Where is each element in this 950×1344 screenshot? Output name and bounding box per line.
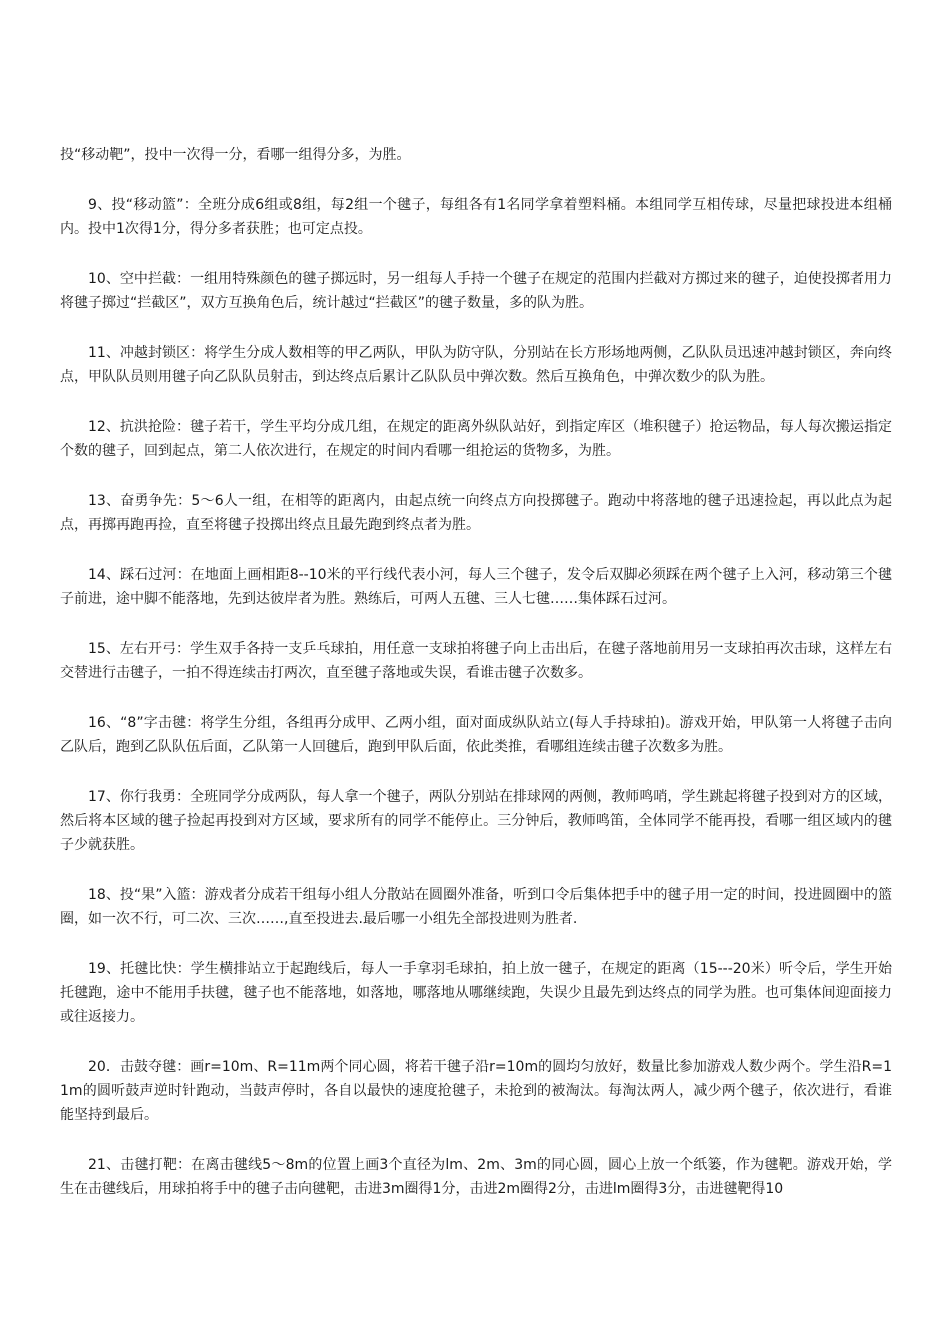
- paragraph-game-18: 18、投“果”入篮：游戏者分成若干组每小组人分散站在圆圈外准备，听到口令后集体把手中的毽子用一定的时间，投进圆圈中的篮圈，如一次不行，可二次、三次……,直至投进去.最后哪一小组先全部投进则为胜者.: [60, 887, 892, 927]
- paragraph-game-21: 21、击毽打靶：在离击毽线5～8m的位置上画3个直径为lm、2m、3m的同心圆，圆心上放一个纸篓，作为毽靶。游戏开始，学生在击毽线后，用球拍将手中的毽子击向毽靶，击进3m圈得1分，击进2m圈得2分，击进lm圈得3分，击进毽靶得10: [60, 1157, 892, 1197]
- paragraph-game-20: 20．击鼓夺毽：画r=10m、R=11m两个同心圆，将若干毽子沿r=10m的圆均匀放好，数量比参加游戏人数少两个。学生沿R=11m的圆听鼓声逆时针跑动，当鼓声停时，各自以最快的速度抢毽子，未抢到的被淘汰。每淘汰两人，减少两个毽子，依次进行，看谁能坚持到最后。: [60, 1059, 892, 1123]
- paragraph-game-12: 12、抗洪抢险：毽子若干，学生平均分成几组，在规定的距离外纵队站好，到指定库区（堆积毽子）抢运物品，每人每次搬运指定个数的毽子，回到起点，第二人依次进行，在规定的时间内看哪一组抢运的货物多，为胜。: [60, 419, 892, 459]
- document-page: [60, 143, 892, 1227]
- paragraph-game-14: 14、踩石过河：在地面上画相距8--10米的平行线代表小河，每人三个毽子，发令后双脚必须踩在两个毽子上入河，移动第三个毽子前进，途中脚不能落地，先到达彼岸者为胜。熟练后，可两人五毽、三人七毽……集体踩石过河。: [60, 567, 892, 607]
- paragraph-game-10: 10、空中拦截：一组用特殊颜色的毽子掷远时，另一组每人手持一个毽子在规定的范围内拦截对方掷过来的毽子，迫使投掷者用力将毽子掷过“拦截区”，双方互换角色后，统计越过“拦截区”的毽子数量，多的队为胜。: [60, 271, 892, 311]
- paragraph-continuation: 投“移动靶”，投中一次得一分，看哪一组得分多，为胜。: [60, 147, 411, 163]
- paragraph-game-15: 15、左右开弓：学生双手各持一支乒乓球拍，用任意一支球拍将毽子向上击出后，在毽子落地前用另一支球拍再次击球，这样左右交替进行击毽子，一拍不得连续击打两次，直至毽子落地或失误，看谁击毽子次数多。: [60, 641, 892, 681]
- paragraph-game-19: 19、托毽比快：学生横排站立于起跑线后，每人一手拿羽毛球拍，拍上放一毽子，在规定的距离（15---20米）听令后，学生开始托毽跑，途中不能用手扶毽，毽子也不能落地，如落地，哪落地从哪继续跑，失误少且最先到达终点的同学为胜。也可集体间迎面接力或往返接力。: [60, 961, 892, 1025]
- paragraph-game-13: 13、奋勇争先：5～6人一组，在相等的距离内，由起点统一向终点方向投掷毽子。跑动中将落地的毽子迅速捡起，再以此点为起点，再掷再跑再捡，直至将毽子投掷出终点且最先跑到终点者为胜。: [60, 493, 892, 533]
- paragraph-game-17: 17、你行我勇：全班同学分成两队，每人拿一个毽子，两队分别站在排球网的两侧，教师鸣哨，学生跳起将毽子投到对方的区域，然后将本区域的毽子捡起再投到对方区域，要求所有的同学不能停止。三分钟后，教师鸣笛，全体同学不能再投，看哪一组区域内的毽子少就获胜。: [60, 789, 892, 853]
- paragraph-game-11: 11、冲越封锁区：将学生分成人数相等的甲乙两队，甲队为防守队，分别站在长方形场地两侧，乙队队员迅速冲越封锁区，奔向终点，甲队队员则用毽子向乙队队员射击，到达终点后累计乙队队员中弹次数。然后互换角色，中弹次数少的队为胜。: [60, 345, 892, 385]
- paragraph-game-9: 9、投“移动篮”：全班分成6组或8组，每2组一个毽子，每组各有1名同学拿着塑料桶。本组同学互相传球，尽量把球投进本组桶内。投中1次得1分，得分多者获胜；也可定点投。: [60, 197, 892, 237]
- paragraph-game-16: 16、“8”字击毽：将学生分组，各组再分成甲、乙两小组，面对面成纵队站立(每人手持球拍)。游戏开始，甲队第一人将毽子击向乙队后，跑到乙队队伍后面，乙队第一人回毽后，跑到甲队后面，依此类推，看哪组连续击毽子次数多为胜。: [60, 715, 892, 755]
